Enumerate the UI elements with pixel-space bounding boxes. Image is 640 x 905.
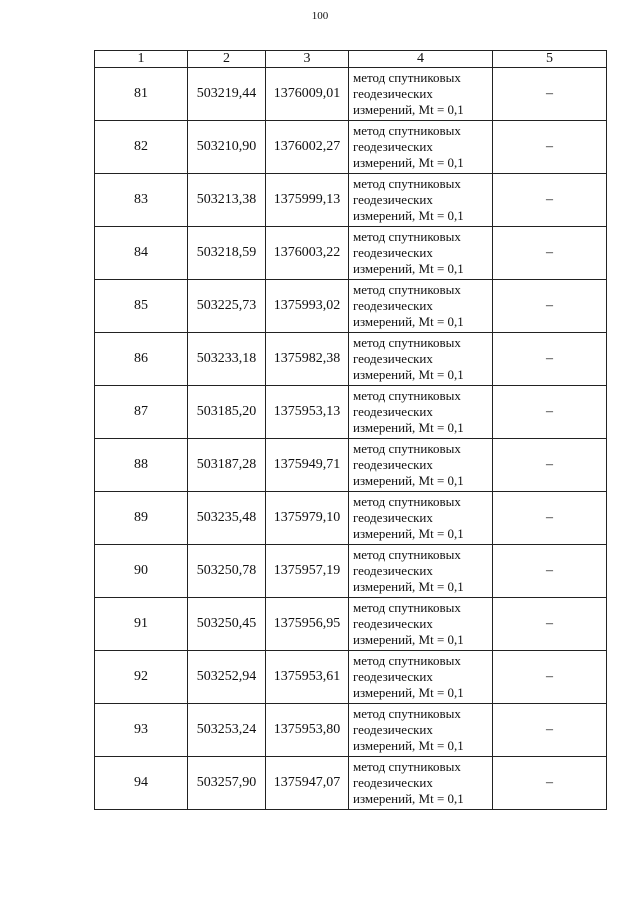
point-number-cell: 91 [95,598,188,651]
method-line: метод спутниковых [353,600,461,615]
method-line: измерений, Mt = 0,1 [353,632,464,647]
point-number-cell: 84 [95,227,188,280]
x-coordinate-cell: 503213,38 [188,174,266,227]
x-coordinate-cell: 503218,59 [188,227,266,280]
method-line: измерений, Mt = 0,1 [353,367,464,382]
table-body [95,68,607,810]
column-header: 5 [493,51,607,68]
point-number-cell: 93 [95,704,188,757]
x-coordinate-cell: 503187,28 [188,439,266,492]
point-number-cell: 88 [95,439,188,492]
point-number-cell: 85 [95,280,188,333]
method-cell [349,174,493,227]
note-cell: – [493,492,607,545]
y-coordinate-cell: 1375956,95 [266,598,349,651]
method-line: измерений, Mt = 0,1 [353,685,464,700]
y-coordinate-cell: 1375999,13 [266,174,349,227]
method-line: геодезических [353,510,433,525]
page-number: 100 [311,10,329,22]
table-row [95,68,607,121]
y-coordinate-cell: 1375953,13 [266,386,349,439]
note-cell: – [493,704,607,757]
x-coordinate-cell: 503252,94 [188,651,266,704]
table-row [95,227,607,280]
x-coordinate-cell: 503233,18 [188,333,266,386]
method-cell [349,227,493,280]
y-coordinate-cell: 1375953,80 [266,704,349,757]
point-number-cell: 82 [95,121,188,174]
method-line: метод спутниковых [353,282,461,297]
method-line: геодезических [353,351,433,366]
method-line: метод спутниковых [353,70,461,85]
note-cell: – [493,333,607,386]
method-line: измерений, Mt = 0,1 [353,314,464,329]
method-cell [349,492,493,545]
method-cell [349,68,493,121]
note-cell: – [493,227,607,280]
method-line: геодезических [353,298,433,313]
method-line: метод спутниковых [353,441,461,456]
x-coordinate-cell: 503219,44 [188,68,266,121]
x-coordinate-cell: 503235,48 [188,492,266,545]
method-line: измерений, Mt = 0,1 [353,208,464,223]
point-number-cell: 94 [95,757,188,810]
method-line: метод спутниковых [353,176,461,191]
method-line: метод спутниковых [353,229,461,244]
x-coordinate-cell: 503250,45 [188,598,266,651]
point-number-cell: 90 [95,545,188,598]
method-line: метод спутниковых [353,653,461,668]
method-cell [349,598,493,651]
method-line: геодезических [353,139,433,154]
table-row [95,333,607,386]
method-line: метод спутниковых [353,123,461,138]
method-line: геодезических [353,669,433,684]
method-line: метод спутниковых [353,759,461,774]
x-coordinate-cell: 503185,20 [188,386,266,439]
table-row [95,121,607,174]
note-cell: – [493,68,607,121]
y-coordinate-cell: 1376009,01 [266,68,349,121]
table-row [95,439,607,492]
method-cell [349,545,493,598]
method-line: измерений, Mt = 0,1 [353,526,464,541]
method-line: геодезических [353,457,433,472]
method-cell [349,439,493,492]
method-line: геодезических [353,404,433,419]
method-line: геодезических [353,86,433,101]
column-header: 3 [266,51,349,68]
method-line: геодезических [353,192,433,207]
x-coordinate-cell: 503250,78 [188,545,266,598]
note-cell: – [493,386,607,439]
point-number-cell: 81 [95,68,188,121]
y-coordinate-cell: 1375953,61 [266,651,349,704]
method-line: измерений, Mt = 0,1 [353,155,464,170]
note-cell: – [493,121,607,174]
method-cell [349,386,493,439]
method-line: измерений, Mt = 0,1 [353,102,464,117]
note-cell: – [493,598,607,651]
method-line: метод спутниковых [353,706,461,721]
method-cell [349,651,493,704]
note-cell: – [493,651,607,704]
x-coordinate-cell: 503225,73 [188,280,266,333]
table-row [95,651,607,704]
table-row [95,545,607,598]
table-row [95,492,607,545]
y-coordinate-cell: 1375979,10 [266,492,349,545]
method-cell [349,280,493,333]
method-cell [349,121,493,174]
method-line: измерений, Mt = 0,1 [353,791,464,806]
method-line: метод спутниковых [353,547,461,562]
method-line: измерений, Mt = 0,1 [353,738,464,753]
method-cell [349,757,493,810]
point-number-cell: 89 [95,492,188,545]
method-line: метод спутниковых [353,388,461,403]
point-number-cell: 87 [95,386,188,439]
y-coordinate-cell: 1375993,02 [266,280,349,333]
note-cell: – [493,439,607,492]
point-number-cell: 83 [95,174,188,227]
note-cell: – [493,174,607,227]
method-line: геодезических [353,563,433,578]
point-number-cell: 86 [95,333,188,386]
note-cell: – [493,757,607,810]
coordinates-table [94,50,607,810]
note-cell: – [493,280,607,333]
method-line: измерений, Mt = 0,1 [353,420,464,435]
table-row [95,598,607,651]
method-line: геодезических [353,245,433,260]
table-row [95,757,607,810]
y-coordinate-cell: 1375947,07 [266,757,349,810]
y-coordinate-cell: 1376002,27 [266,121,349,174]
x-coordinate-cell: 503253,24 [188,704,266,757]
method-line: измерений, Mt = 0,1 [353,261,464,276]
table-row [95,174,607,227]
note-cell: – [493,545,607,598]
y-coordinate-cell: 1375982,38 [266,333,349,386]
table-row [95,704,607,757]
column-header: 1 [95,51,188,68]
table-row [95,386,607,439]
method-line: геодезических [353,722,433,737]
y-coordinate-cell: 1375957,19 [266,545,349,598]
method-line: метод спутниковых [353,335,461,350]
table-header-row [95,51,607,68]
point-number-cell: 92 [95,651,188,704]
method-cell [349,333,493,386]
y-coordinate-cell: 1375949,71 [266,439,349,492]
table-row [95,280,607,333]
method-line: геодезических [353,616,433,631]
y-coordinate-cell: 1376003,22 [266,227,349,280]
method-cell [349,704,493,757]
x-coordinate-cell: 503257,90 [188,757,266,810]
method-line: метод спутниковых [353,494,461,509]
x-coordinate-cell: 503210,90 [188,121,266,174]
method-line: измерений, Mt = 0,1 [353,579,464,594]
method-line: геодезических [353,775,433,790]
column-header: 2 [188,51,266,68]
column-header: 4 [349,51,493,68]
method-line: измерений, Mt = 0,1 [353,473,464,488]
